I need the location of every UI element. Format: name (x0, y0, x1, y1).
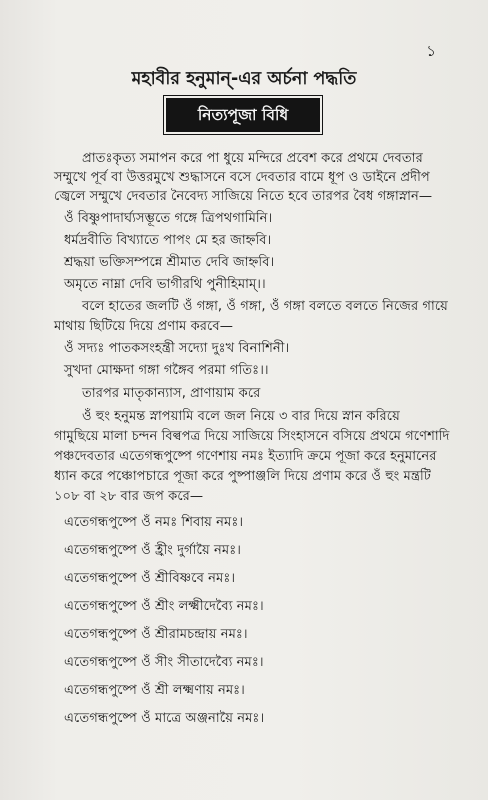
nyasa-line: তারপর মাতৃকান্যাস, প্রাণায়াম করে (82, 386, 261, 401)
bathing-line-1: বলে হাতের জলটি ওঁ গঙ্গা, ওঁ গঙ্গা, ওঁ গঙ্গা বলতে বলতে নিজের গায়ে (82, 299, 448, 314)
offering-mantra-5: এতেগন্ধপুষ্পে ওঁ শ্রীরামচন্দ্রায় নমঃ। (64, 627, 248, 642)
puja-line-5: ১০৮ বা ২৮ বার জপ করে— (54, 489, 204, 504)
ganga-mantra-line-2: ধর্মদ্রবীতি বিখ্যাতে পাপং মে হর জাহ্নবি। (64, 233, 272, 248)
ganga-mantra-line-4: অমৃতে নাম্না দেবি ভাগীরথি পুনীহিমাম্।। (64, 277, 266, 292)
puja-line-1: ওঁ হুং হনুমন্ত স্নাপয়ামি বলে জল নিয়ে ৩ বার দিয়ে স্নান করিয়ে (82, 409, 400, 424)
ganga-mantra-line-1: ওঁ বিষ্ণুপাদার্ঘ্যসম্ভূতে গঙ্গে ত্রিপথগামিনি। (64, 211, 273, 226)
puja-line-4: ধ্যান করে পঞ্চোপচারে পূজা করে পুষ্পাঞ্জলি দিয়ে প্রণাম করে ওঁ হুং মন্ত্রটি (54, 469, 431, 484)
pranam-mantra-line-2: সুখদা মোক্ষদা গঙ্গা গঙ্গৈব পরমা গতিঃ।। (64, 363, 269, 378)
page-number: ১ (426, 42, 436, 60)
puja-line-2: গামুছিয়ে মালা চন্দন বিল্বপত্র দিয়ে সাজিয়ে সিংহাসনে বসিয়ে প্রথমে গণেশাদি (54, 429, 450, 444)
intro-line-2: সম্মুখে পূর্ব বা উত্তরমুখে শুদ্ধাসনে বসে দেবতার বামে ধূপ ও ডাইনে প্রদীপ (54, 170, 430, 185)
puja-line-3: পঞ্চদেবতার এতেগন্ধপুষ্পে গণেশায় নমঃ ইত্যাদি ক্রমে পূজা করে হনুমানের (54, 449, 437, 464)
page-title: মহাবীর হনুমান্-এর অর্চনা পদ্ধতি (131, 69, 357, 89)
offering-mantra-2: এতেগন্ধপুষ্পে ওঁ হ্রীং দুর্গায়ৈ নমঃ। (64, 543, 241, 558)
section-heading-box: নিত্যপূজা বিধি (166, 98, 320, 132)
offering-mantra-6: এতেগন্ধপুষ্পে ওঁ সীং সীতাদেব্যৈ নমঃ। (64, 655, 264, 670)
offering-mantra-4: এতেগন্ধপুষ্পে ওঁ শ্রীং লক্ষ্মীদেব্যৈ নমঃ। (64, 599, 264, 614)
bathing-line-2: মাথায় ছিটিয়ে দিয়ে প্রণাম করবে— (54, 319, 233, 334)
ganga-mantra-line-3: শ্রদ্ধয়া ভক্তিসম্পন্নে শ্রীমাত দেবি জাহ্নবি। (64, 255, 275, 270)
offering-mantra-3: এতেগন্ধপুষ্পে ওঁ শ্রীবিষ্ণবে নমঃ। (64, 571, 236, 586)
offering-mantra-8: এতেগন্ধপুষ্পে ওঁ মাত্রে অঞ্জনায়ৈ নমঃ। (64, 711, 265, 726)
offering-mantra-1: এতেগন্ধপুষ্পে ওঁ নমঃ শিবায় নমঃ। (64, 515, 244, 530)
intro-line-3: জ্বেলে সম্মুখে দেবতার নৈবেদ্য সাজিয়ে নিতে হবে তারপর বৈধ গঙ্গাস্নান— (54, 189, 433, 204)
pranam-mantra-line-1: ওঁ সদ্যঃ পাতকসংহন্ত্রী সদ্যো দুঃখ বিনাশিনী। (64, 341, 290, 356)
offering-mantra-7: এতেগন্ধপুষ্পে ওঁ শ্রী লক্ষ্মণায় নমঃ। (64, 683, 245, 698)
intro-line-1: প্রাতঃকৃত্য সমাপন করে পা ধুয়ে মন্দিরে প্রবেশ করে প্রথমে দেবতার (82, 151, 423, 166)
